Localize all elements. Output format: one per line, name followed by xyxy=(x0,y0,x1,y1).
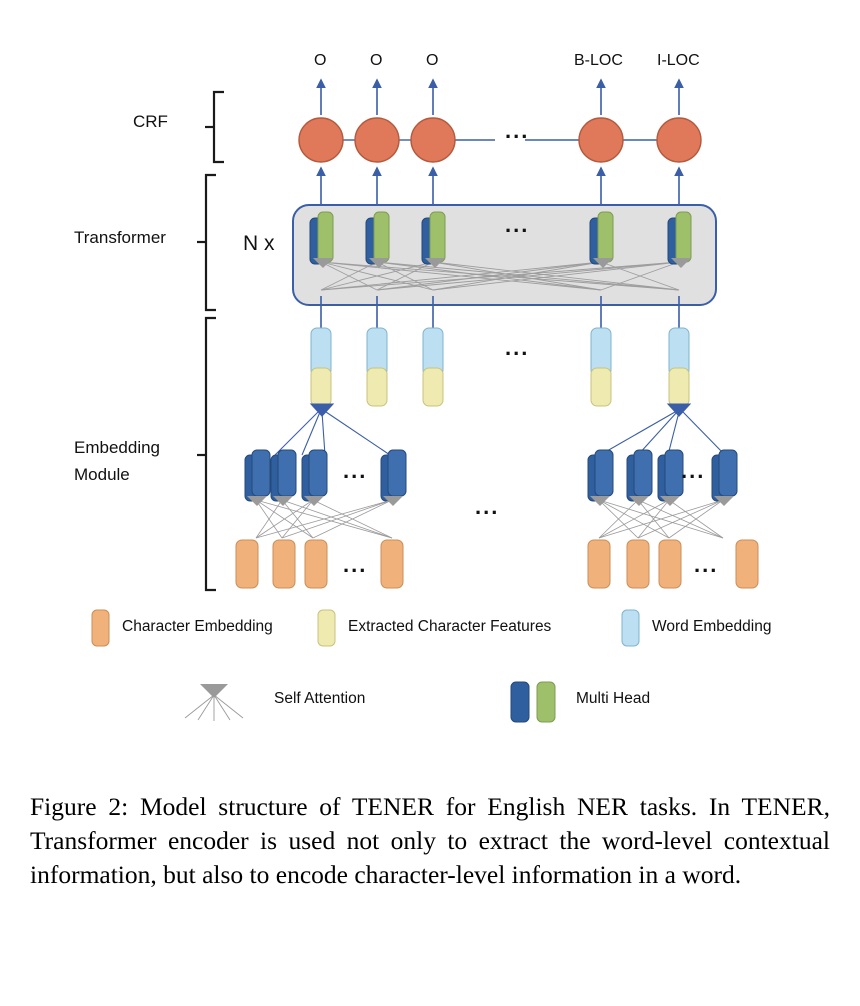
char-attention-lines-left xyxy=(256,500,392,538)
ellipsis: ... xyxy=(681,458,706,483)
word-embedding-blocks xyxy=(311,328,689,376)
character-embedding-blocks-right xyxy=(588,540,758,588)
n-times-label: N x xyxy=(243,232,275,255)
ellipsis: ... xyxy=(505,212,530,237)
extracted-feature-blocks xyxy=(311,368,689,406)
stage-label-crf: CRF xyxy=(133,112,168,131)
bracket-embedding xyxy=(197,318,216,590)
ellipsis: ... xyxy=(505,335,530,360)
legend-label-character-embedding: Character Embedding xyxy=(122,618,273,635)
stage-label-module: Module xyxy=(74,465,130,484)
output-tag: O xyxy=(426,52,439,69)
caption-text: Figure 2: Model structure of TENER for English NER tasks. In TENER, Transformer encoder is used not only to extract the word-level contextual information, but also to encode character-level information in a word. xyxy=(30,792,830,889)
ellipsis: ... xyxy=(694,552,719,577)
legend-label-extracted-character-features: Extracted Character Features xyxy=(348,618,552,635)
char-attention-lines-right xyxy=(599,500,723,538)
stage-label-transformer: Transformer xyxy=(74,228,166,247)
legend-swatch-extracted-character-features xyxy=(318,610,335,646)
legend-swatch-character-embedding xyxy=(92,610,109,646)
figure-caption xyxy=(30,790,830,892)
legend-label-self-attention: Self Attention xyxy=(274,690,366,707)
char-aggregation-lines-right xyxy=(600,404,725,455)
character-embedding-blocks-left xyxy=(236,540,403,588)
ellipsis: ... xyxy=(475,494,500,519)
char-multihead-right xyxy=(588,450,737,501)
legend-label-word-embedding: Word Embedding xyxy=(652,618,772,635)
ellipsis: ... xyxy=(343,552,368,577)
legend-swatch-word-embedding xyxy=(622,610,639,646)
bracket-transformer xyxy=(197,175,216,310)
char-aggregation-lines-left xyxy=(275,404,390,455)
crf-output-arrows xyxy=(321,80,679,115)
legend-self-attention-icon xyxy=(185,684,243,721)
char-multihead-left xyxy=(245,450,406,501)
ellipsis: ... xyxy=(343,458,368,483)
output-tag: O xyxy=(370,52,383,69)
ellipsis: ... xyxy=(505,118,530,143)
bracket-crf xyxy=(205,92,224,162)
transformer-to-crf-arrows xyxy=(321,168,679,205)
output-tag: O xyxy=(314,52,327,69)
output-tag: I-LOC xyxy=(657,52,700,69)
output-tag: B-LOC xyxy=(574,52,623,69)
stage-label-embedding: Embedding xyxy=(74,438,161,457)
legend-label-multi-head: Multi Head xyxy=(576,690,651,707)
legend-multi-head-icon xyxy=(511,682,555,722)
